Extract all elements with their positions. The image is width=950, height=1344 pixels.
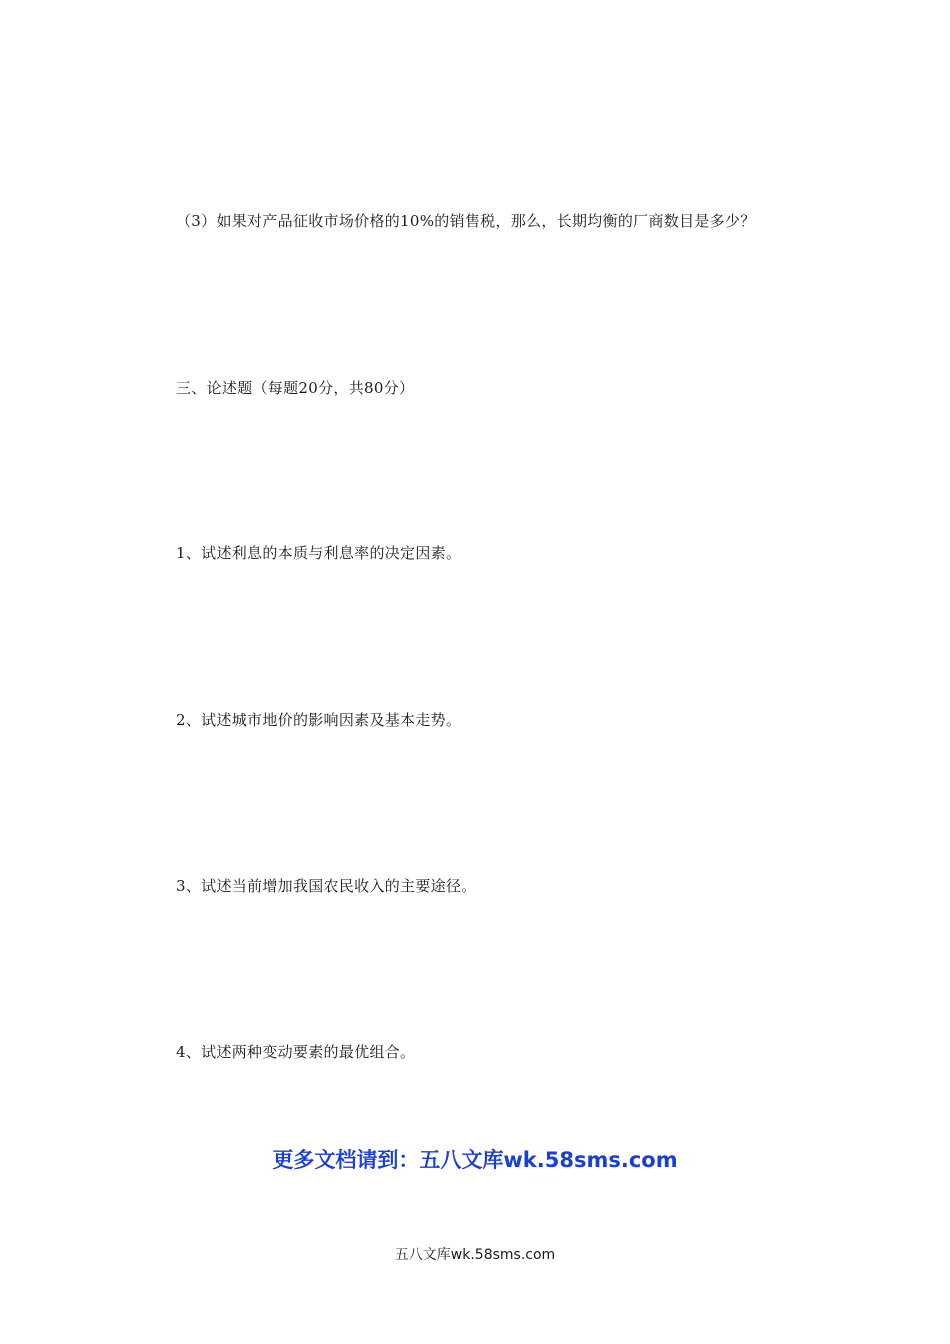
section-heading: 三、论述题（每题20分，共80分） xyxy=(176,379,415,397)
essay-question-1: 1、试述利息的本质与利息率的决定因素。 xyxy=(176,544,462,562)
essay-question-3: 3、试述当前增加我国农民收入的主要途径。 xyxy=(176,877,477,895)
essay-question-2: 2、试述城市地价的影响因素及基本走势。 xyxy=(176,711,462,729)
promo-link-text[interactable]: 更多文档请到：五八文库wk.58sms.com xyxy=(272,1148,678,1172)
page-footer: 五八文库wk.58sms.com xyxy=(394,1247,556,1263)
essay-question-4: 4、试述两种变动要素的最优组合。 xyxy=(176,1043,416,1061)
question-3-text: （3）如果对产品征收市场价格的10%的销售税，那么，长期均衡的厂商数目是多少？ xyxy=(176,212,756,230)
